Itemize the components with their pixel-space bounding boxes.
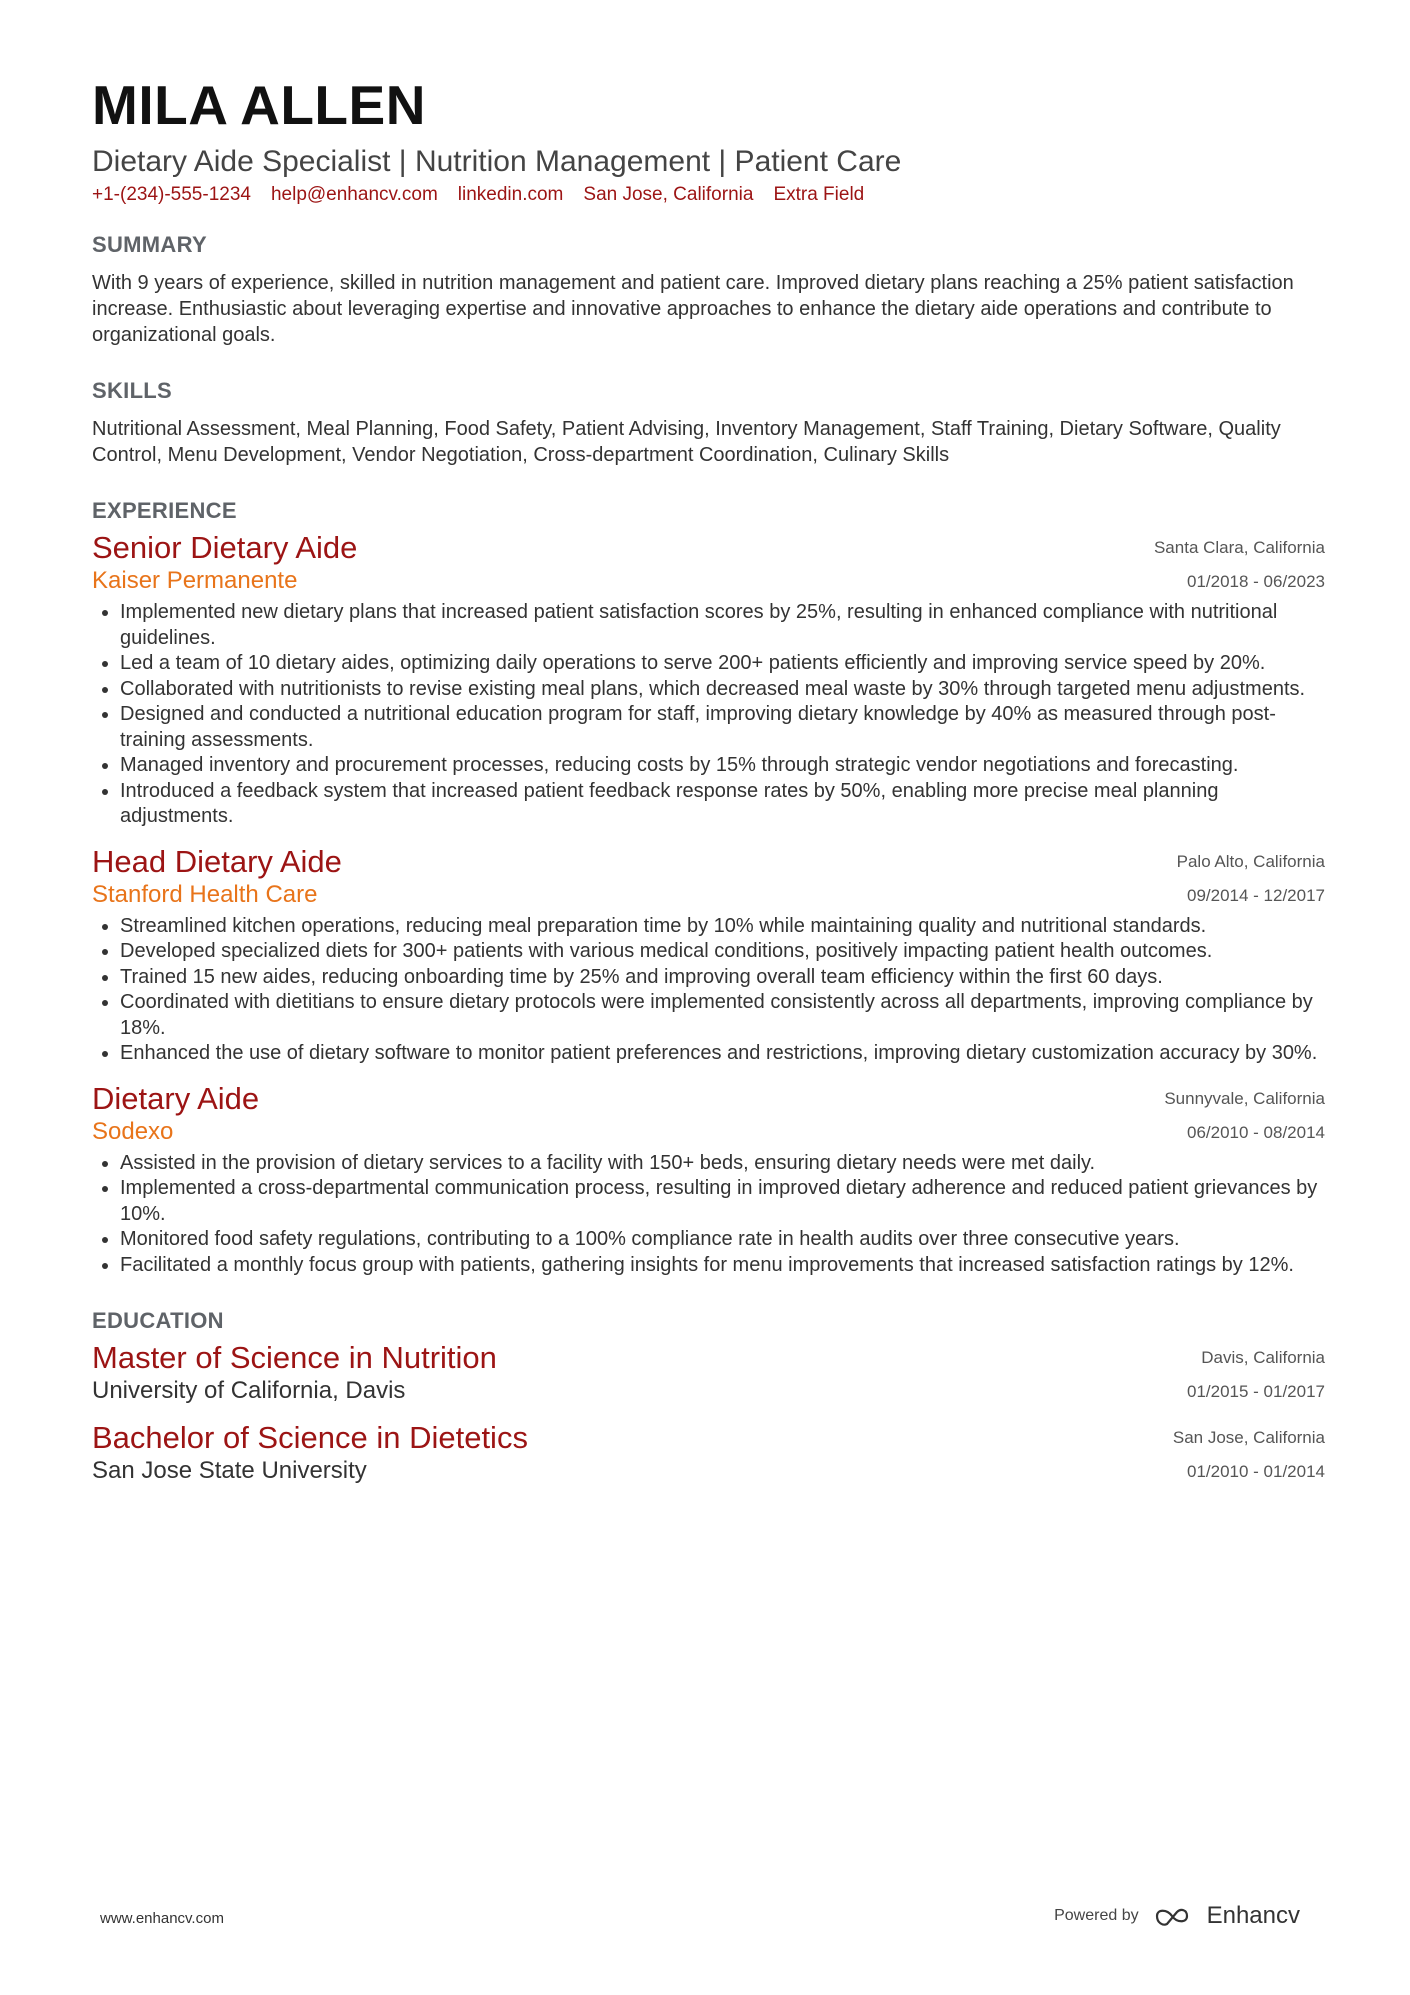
- footer-branding: [1054, 1902, 1300, 1930]
- job-dates: 09/2014 - 12/2017: [1186, 885, 1325, 905]
- bullet-item: • Facilitated a monthly focus group with patients, gathering insights for menu improvements that increased satisfaction ratings by 12%.: [120, 1253, 1325, 1279]
- contact-email[interactable]: help@enhancv.com: [270, 184, 438, 205]
- candidate-name: MILA ALLEN: [92, 74, 426, 136]
- school-name: San Jose State University: [92, 1457, 367, 1484]
- bullet-item: • Led a team of 10 dietary aides, optimizing daily operations to serve 200+ patients efficiently and improving service speed by 20%.: [120, 651, 1325, 677]
- experience-entry: [92, 1081, 1325, 1279]
- summary-text: With 9 years of experience, skilled in nutrition management and patient care. Improved dietary plans reaching a 25% patient satisfaction increase. Enthusiastic about leveraging expertise and innovative approaches to enhance the dietary aide operations and contribute to organizational goals.: [92, 272, 1294, 346]
- brand-name: Enhancv: [1206, 1902, 1300, 1929]
- contact-location: San Jose, California: [583, 184, 754, 205]
- bullet-item: • Collaborated with nutritionists to revise existing meal plans, which decreased meal waste by 30% through targeted menu adjustments.: [120, 677, 1325, 703]
- bullet-item: • Managed inventory and procurement processes, reducing costs by 15% through strategic vendor negotiations and forecasting.: [120, 753, 1325, 779]
- job-bullets: [92, 1151, 1325, 1279]
- job-bullets: [92, 600, 1325, 830]
- degree-title: Bachelor of Science in Dietetics: [92, 1420, 528, 1455]
- education-entry: [92, 1340, 1325, 1406]
- education-heading: EDUCATION: [92, 1308, 224, 1333]
- bullet-item: • Trained 15 new aides, reducing onboarding time by 25% and improving overall team efficiency within the first 60 days.: [120, 965, 1325, 991]
- job-title: Senior Dietary Aide: [92, 530, 358, 565]
- enhancv-logo-icon: [1153, 1904, 1199, 1928]
- job-meta: [1154, 530, 1325, 600]
- bullet-item: • Implemented new dietary plans that increased patient satisfaction scores by 25%, resulting in enhanced compliance with nutritional guidelines.: [120, 600, 1325, 651]
- education-meta: [1187, 1340, 1325, 1410]
- school-name: University of California, Davis: [92, 1377, 406, 1404]
- bullet-item: • Coordinated with dietitians to ensure dietary protocols were implemented consistently across all departments, improving compliance by 18%.: [120, 990, 1325, 1041]
- company-name: Stanford Health Care: [92, 880, 318, 908]
- headline: Dietary Aide Specialist | Nutrition Management | Patient Care: [92, 145, 902, 178]
- education-location: San Jose, California: [1172, 1428, 1325, 1447]
- contact-phone[interactable]: +1-(234)-555-1234: [92, 184, 251, 205]
- powered-by-label: Powered by: [1054, 1907, 1139, 1924]
- experience-list: [92, 530, 1325, 1278]
- job-location: Sunnyvale, California: [1164, 1088, 1325, 1108]
- bullet-item: • Implemented a cross-departmental communication process, resulting in improved dietary adherence and reduced patient grievances by 10%.: [120, 1176, 1325, 1227]
- skills-heading: SKILLS: [92, 378, 173, 403]
- footer-website[interactable]: www.enhancv.com: [100, 1910, 224, 1927]
- education-dates: 01/2015 - 01/2017: [1186, 1382, 1325, 1401]
- bullet-item: • Introduced a feedback system that increased patient feedback response rates by 50%, enabling more precise meal planning adjustments.: [120, 779, 1325, 830]
- company-name: Sodexo: [92, 1117, 174, 1145]
- degree-title: Master of Science in Nutrition: [92, 1340, 497, 1375]
- education-dates: 01/2010 - 01/2014: [1186, 1462, 1325, 1481]
- education-entry: [92, 1420, 1325, 1486]
- contact-bar: [92, 184, 1325, 206]
- contact-linkedin[interactable]: linkedin.com: [457, 184, 564, 205]
- job-dates: 06/2010 - 08/2014: [1186, 1122, 1325, 1142]
- job-location: Santa Clara, California: [1153, 538, 1325, 557]
- job-title: Head Dietary Aide: [92, 843, 342, 879]
- resume-page: [92, 74, 1325, 1486]
- job-location: Palo Alto, California: [1176, 851, 1325, 871]
- bullet-item: • Enhanced the use of dietary software to monitor patient preferences and restrictions, improving dietary customization accuracy by 30%.: [120, 1041, 1325, 1067]
- brand-logo[interactable]: [1153, 1902, 1300, 1930]
- education-list: [92, 1340, 1325, 1486]
- job-title: Dietary Aide: [92, 1080, 260, 1116]
- skills-text: Nutritional Assessment, Meal Planning, Food Safety, Patient Advising, Inventory Management, Staff Training, Dietary Software, Quality Control, Menu Development, Vendor Negotiation, Cross-department Coordination, Culinary Skills: [92, 418, 1281, 466]
- company-name: Kaiser Permanente: [92, 567, 298, 594]
- job-dates: 01/2018 - 06/2023: [1186, 572, 1325, 591]
- bullet-item: • Monitored food safety regulations, contributing to a 100% compliance rate in health audits over three consecutive years.: [120, 1227, 1325, 1253]
- contact-extra: Extra Field: [773, 184, 865, 205]
- job-meta: [1177, 844, 1325, 914]
- summary-heading: SUMMARY: [92, 232, 207, 257]
- experience-heading: EXPERIENCE: [92, 498, 237, 523]
- job-bullets: [92, 914, 1325, 1067]
- education-meta: [1173, 1420, 1325, 1490]
- education-location: Davis, California: [1201, 1348, 1325, 1367]
- job-meta: [1164, 1081, 1325, 1151]
- bullet-item: • Assisted in the provision of dietary services to a facility with 150+ beds, ensuring dietary needs were met daily.: [120, 1151, 1325, 1177]
- bullet-item: • Streamlined kitchen operations, reducing meal preparation time by 10% while maintaining quality and nutritional standards.: [120, 914, 1325, 940]
- experience-entry: [92, 530, 1325, 830]
- experience-entry: [92, 844, 1325, 1067]
- bullet-item: • Developed specialized diets for 300+ patients with various medical conditions, positively impacting patient health outcomes.: [120, 939, 1325, 965]
- bullet-item: • Designed and conducted a nutritional education program for staff, improving dietary knowledge by 40% as measured through post-training assessments.: [120, 702, 1325, 753]
